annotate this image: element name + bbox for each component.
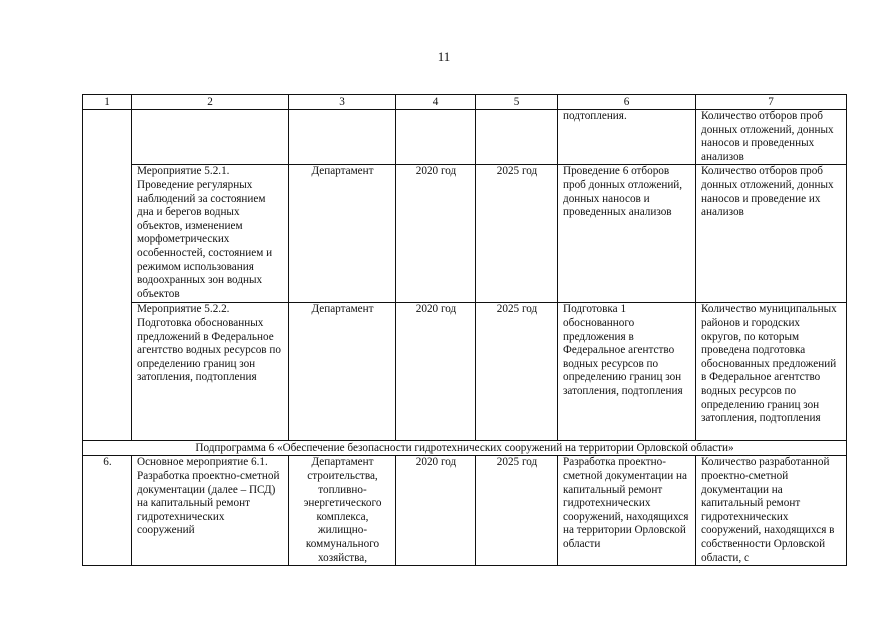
start-year-cell bbox=[396, 110, 476, 165]
end-year-cell: 2025 год bbox=[476, 456, 558, 566]
table-row bbox=[83, 165, 847, 303]
column-header: 7 bbox=[696, 95, 847, 110]
end-year-cell: 2025 год bbox=[476, 303, 558, 441]
result-cell: Разработка проектно-сметной документации на капитальный ремонт гидротехнических сооружений, находящихся на территории Орловской области bbox=[558, 456, 696, 566]
subprogram-row bbox=[83, 441, 847, 456]
event-cell: Основное мероприятие 6.1. Разработка проектно-сметной документации (далее – ПСД) на капитальный ремонт гидротехнических сооружений bbox=[132, 456, 289, 566]
result-cell: Проведение 6 отборов проб донных отложений, донных наносов и проведенных анализов bbox=[558, 165, 696, 303]
executor-cell: Департамент bbox=[289, 303, 396, 441]
row-number-cell bbox=[83, 110, 132, 441]
result-cell: подтопления. bbox=[558, 110, 696, 165]
start-year-cell: 2020 год bbox=[396, 165, 476, 303]
end-year-cell: 2025 год bbox=[476, 165, 558, 303]
table-row bbox=[83, 110, 847, 165]
executor-cell: Департамент строительства, топливно-энергетического комплекса, жилищно-коммунального хозяйства, bbox=[289, 456, 396, 566]
column-header: 5 bbox=[476, 95, 558, 110]
column-number-row bbox=[83, 95, 847, 110]
start-year-cell: 2020 год bbox=[396, 303, 476, 441]
indicator-cell: Количество отборов проб донных отложений, донных наносов и проведенных анализов bbox=[696, 110, 847, 165]
end-year-cell bbox=[476, 110, 558, 165]
event-cell bbox=[132, 110, 289, 165]
row-number-cell: 6. bbox=[83, 456, 132, 566]
table-row bbox=[83, 456, 847, 566]
event-cell: Мероприятие 5.2.1. Проведение регулярных наблюдений за состоянием дна и берегов водных объектов, изменением морфометрических особенностей, состоянием и режимом использования водоохранных зон водных объектов bbox=[132, 165, 289, 303]
start-year-cell: 2020 год bbox=[396, 456, 476, 566]
column-header: 3 bbox=[289, 95, 396, 110]
program-table bbox=[82, 94, 847, 566]
page-number: 11 bbox=[437, 49, 451, 64]
indicator-cell: Количество отборов проб донных отложений, донных наносов и проведение их анализов bbox=[696, 165, 847, 303]
indicator-cell: Количество разработанной проектно-сметной документации на капитальный ремонт гидротехнических сооружений, находящихся в собственности Орловской области, с bbox=[696, 456, 847, 566]
column-header: 4 bbox=[396, 95, 476, 110]
executor-cell bbox=[289, 110, 396, 165]
table-row bbox=[83, 303, 847, 441]
executor-cell: Департамент bbox=[289, 165, 396, 303]
event-cell: Мероприятие 5.2.2. Подготовка обоснованных предложений в Федеральное агентство водных ресурсов по определению границ зон затопления, подтопления bbox=[132, 303, 289, 441]
subprogram-title: Подпрограмма 6 «Обеспечение безопасности гидротехнических сооружений на территории Орловской области» bbox=[83, 441, 847, 456]
column-header: 2 bbox=[132, 95, 289, 110]
column-header: 6 bbox=[558, 95, 696, 110]
result-cell: Подготовка 1 обоснованного предложения в Федеральное агентство водных ресурсов по определению границ зон затопления, подтопления bbox=[558, 303, 696, 441]
indicator-cell: Количество муниципальных районов и городских округов, по которым проведена подготовка обоснованных предложений в Федеральное агентство водных ресурсов по определению границ зон затопления, подтопления bbox=[696, 303, 847, 441]
column-header: 1 bbox=[83, 95, 132, 110]
